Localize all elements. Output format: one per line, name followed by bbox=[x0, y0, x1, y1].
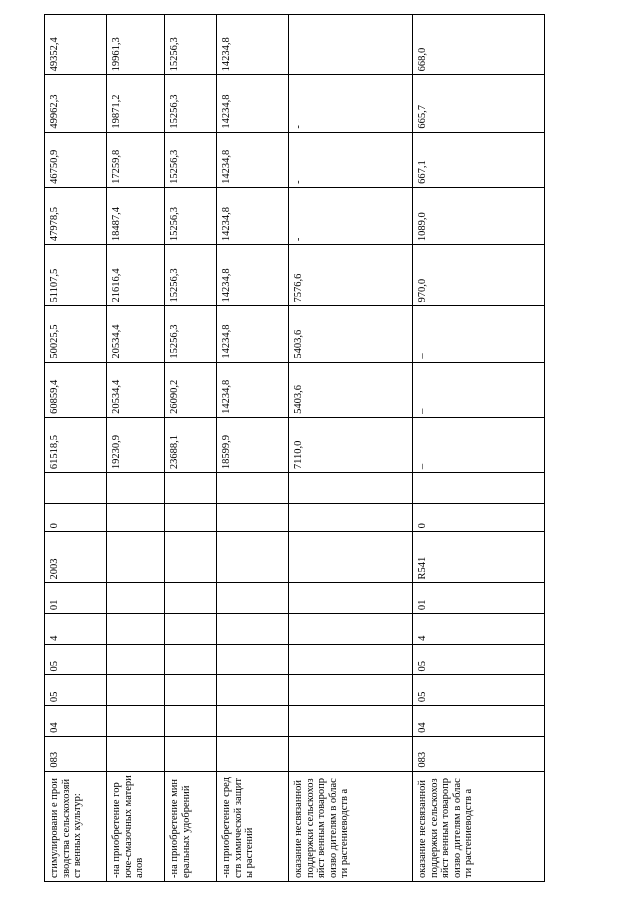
code-cell bbox=[217, 736, 289, 771]
code-cell bbox=[289, 675, 413, 706]
code-cell bbox=[289, 706, 413, 737]
value-cell: - bbox=[289, 187, 413, 244]
code-cell: 05 bbox=[413, 644, 545, 675]
value-cell: 15256,3 bbox=[165, 187, 217, 244]
code-cell bbox=[165, 644, 217, 675]
extra-cell bbox=[413, 473, 545, 504]
code-cell bbox=[289, 644, 413, 675]
value-cell: 19871,2 bbox=[107, 75, 165, 132]
value-cell: 14234,8 bbox=[217, 306, 289, 362]
code-cell: 01 bbox=[45, 583, 107, 614]
value-cell: 15256,3 bbox=[165, 306, 217, 362]
code-cell: 04 bbox=[413, 706, 545, 737]
value-cell: - bbox=[289, 75, 413, 132]
value-cell: 667,1 bbox=[413, 132, 545, 187]
table-row bbox=[45, 15, 107, 882]
value-cell: 61518,5 bbox=[45, 417, 107, 472]
value-cell: 14234,8 bbox=[217, 245, 289, 306]
code-cell bbox=[165, 532, 217, 583]
code-cell: 0 bbox=[45, 503, 107, 532]
code-cell bbox=[217, 583, 289, 614]
extra-cell bbox=[217, 473, 289, 504]
code-cell bbox=[289, 532, 413, 583]
value-cell: 23688,1 bbox=[165, 417, 217, 472]
value-cell: 18487,4 bbox=[107, 187, 165, 244]
code-cell bbox=[217, 503, 289, 532]
code-cell bbox=[107, 706, 165, 737]
table-body bbox=[45, 15, 545, 882]
value-cell: 49962,3 bbox=[45, 75, 107, 132]
value-cell: 20534,4 bbox=[107, 362, 165, 417]
value-cell: 970,0 bbox=[413, 245, 545, 306]
code-cell bbox=[107, 503, 165, 532]
code-cell bbox=[165, 675, 217, 706]
code-cell bbox=[165, 706, 217, 737]
value-cell: – bbox=[413, 306, 545, 362]
extra-cell bbox=[165, 473, 217, 504]
row-label: оказание несвязанной поддержки сельскохозяйст венным товаропроизво дителям в области растениеводств а bbox=[413, 771, 545, 881]
value-cell: 46750,9 bbox=[45, 132, 107, 187]
code-cell: 05 bbox=[45, 675, 107, 706]
row-label: -на приобретение минеральных удобрений bbox=[165, 771, 217, 881]
code-cell bbox=[289, 614, 413, 645]
value-cell: 668,0 bbox=[413, 15, 545, 75]
code-cell: 0 bbox=[413, 503, 545, 532]
table-row bbox=[217, 15, 289, 882]
code-cell bbox=[107, 736, 165, 771]
value-cell: 5403,6 bbox=[289, 362, 413, 417]
code-cell bbox=[217, 644, 289, 675]
row-label: -на приобретение средств химической защиты растений bbox=[217, 771, 289, 881]
value-cell: 49352,4 bbox=[45, 15, 107, 75]
value-cell: 1089,0 bbox=[413, 187, 545, 244]
value-cell: 19961,3 bbox=[107, 15, 165, 75]
code-cell: 4 bbox=[413, 614, 545, 645]
value-cell: 50025,5 bbox=[45, 306, 107, 362]
code-cell: 04 bbox=[45, 706, 107, 737]
value-cell: 14234,8 bbox=[217, 132, 289, 187]
table-row bbox=[165, 15, 217, 882]
value-cell: 7110,0 bbox=[289, 417, 413, 472]
value-cell: 18599,9 bbox=[217, 417, 289, 472]
code-cell: 2003 bbox=[45, 532, 107, 583]
value-cell: 14234,8 bbox=[217, 362, 289, 417]
code-cell bbox=[165, 503, 217, 532]
code-cell: 05 bbox=[413, 675, 545, 706]
code-cell bbox=[107, 532, 165, 583]
code-cell bbox=[289, 503, 413, 532]
value-cell: - bbox=[289, 132, 413, 187]
table-row bbox=[413, 15, 545, 882]
value-cell: 15256,3 bbox=[165, 245, 217, 306]
budget-table bbox=[44, 14, 545, 882]
value-cell: 60859,4 bbox=[45, 362, 107, 417]
code-cell bbox=[107, 675, 165, 706]
extra-cell bbox=[45, 473, 107, 504]
code-cell: 083 bbox=[45, 736, 107, 771]
value-cell: 15256,3 bbox=[165, 15, 217, 75]
code-cell bbox=[165, 583, 217, 614]
table-row bbox=[107, 15, 165, 882]
value-cell: – bbox=[413, 417, 545, 472]
row-label: -на приобретение горюче-смазочных материалов bbox=[107, 771, 165, 881]
code-cell: 083 bbox=[413, 736, 545, 771]
value-cell: 21616,4 bbox=[107, 245, 165, 306]
value-cell: 20534,4 bbox=[107, 306, 165, 362]
value-cell: 15256,3 bbox=[165, 75, 217, 132]
code-cell: 05 bbox=[45, 644, 107, 675]
code-cell bbox=[217, 706, 289, 737]
value-cell: 7576,6 bbox=[289, 245, 413, 306]
table-row bbox=[289, 15, 413, 882]
code-cell: 01 bbox=[413, 583, 545, 614]
code-cell bbox=[107, 614, 165, 645]
value-cell: 14234,8 bbox=[217, 187, 289, 244]
value-cell: 51107,5 bbox=[45, 245, 107, 306]
extra-cell bbox=[107, 473, 165, 504]
code-cell bbox=[289, 736, 413, 771]
value-cell: 14234,8 bbox=[217, 15, 289, 75]
value-cell: 17259,8 bbox=[107, 132, 165, 187]
code-cell bbox=[165, 614, 217, 645]
value-cell: 14234,8 bbox=[217, 75, 289, 132]
row-label: оказание несвязанной поддержки сельскохозяйст венным товаропроизво дителям в области растениеводств а bbox=[289, 771, 413, 881]
value-cell: 665,7 bbox=[413, 75, 545, 132]
code-cell bbox=[165, 736, 217, 771]
rotated-table-wrapper bbox=[44, 14, 544, 882]
value-cell: – bbox=[413, 362, 545, 417]
code-cell: 4 bbox=[45, 614, 107, 645]
value-cell: 15256,3 bbox=[165, 132, 217, 187]
extra-cell bbox=[289, 473, 413, 504]
row-label: стимулировани е производства сельскохозяйст венных культур: bbox=[45, 771, 107, 881]
code-cell bbox=[107, 583, 165, 614]
value-cell: 47978,5 bbox=[45, 187, 107, 244]
value-cell bbox=[289, 15, 413, 75]
code-cell bbox=[107, 644, 165, 675]
value-cell: 19230,9 bbox=[107, 417, 165, 472]
value-cell: 26090,2 bbox=[165, 362, 217, 417]
value-cell: 5403,6 bbox=[289, 306, 413, 362]
code-cell bbox=[217, 614, 289, 645]
code-cell bbox=[217, 532, 289, 583]
code-cell bbox=[289, 583, 413, 614]
code-cell bbox=[217, 675, 289, 706]
code-cell: R541 bbox=[413, 532, 545, 583]
